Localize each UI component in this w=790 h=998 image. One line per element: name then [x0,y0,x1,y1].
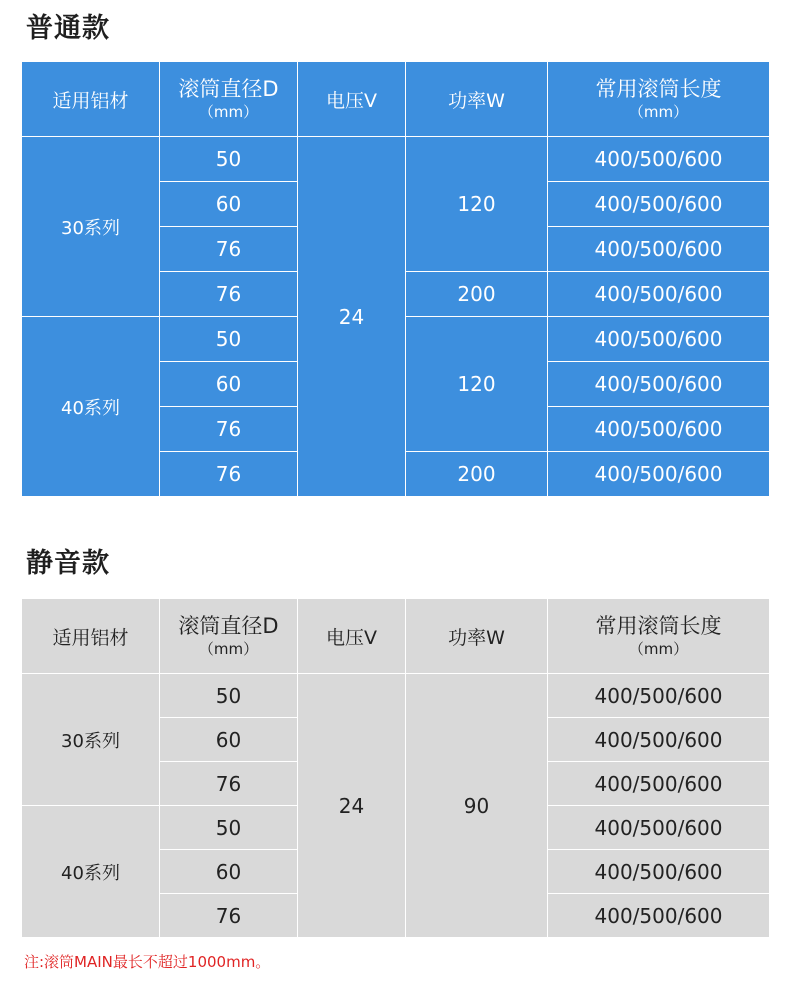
header-power: 功率W [406,599,548,674]
diameter-cell: 60 [160,182,298,227]
power-cell: 90 [406,674,548,938]
length-cell: 400/500/600 [548,362,770,407]
silent-section-title: 静音款 [26,548,110,579]
header-length: 常用滚筒长度 （mm） [548,599,770,674]
length-cell: 400/500/600 [548,272,770,317]
diameter-cell: 76 [160,762,298,806]
silent-spec-table [21,598,770,938]
table-row [22,674,770,718]
length-cell: 400/500/600 [548,850,770,894]
header-material: 适用铝材 [22,599,160,674]
diameter-cell: 50 [160,317,298,362]
diameter-cell: 76 [160,272,298,317]
diameter-cell: 50 [160,806,298,850]
series-cell: 40系列 [22,806,160,938]
diameter-cell: 76 [160,407,298,452]
length-cell: 400/500/600 [548,452,770,497]
voltage-cell: 24 [298,137,406,497]
table-row [22,137,770,182]
header-diameter: 滚筒直径D （mm） [160,62,298,137]
header-power: 功率W [406,62,548,137]
diameter-cell: 60 [160,850,298,894]
diameter-cell: 76 [160,894,298,938]
series-cell: 30系列 [22,137,160,317]
diameter-cell: 50 [160,674,298,718]
length-cell: 400/500/600 [548,674,770,718]
footnote: 注:滚筒MAIN最长不超过1000mm。 [24,953,271,971]
diameter-cell: 60 [160,362,298,407]
series-cell: 30系列 [22,674,160,806]
length-cell: 400/500/600 [548,317,770,362]
header-voltage: 电压V [298,62,406,137]
length-cell: 400/500/600 [548,718,770,762]
table-header-row [22,62,770,137]
power-cell: 120 [406,317,548,452]
standard-section-title: 普通款 [26,13,110,44]
length-cell: 400/500/600 [548,137,770,182]
voltage-cell: 24 [298,674,406,938]
diameter-cell: 60 [160,718,298,762]
length-cell: 400/500/600 [548,182,770,227]
header-length: 常用滚筒长度 （mm） [548,62,770,137]
diameter-cell: 76 [160,227,298,272]
length-cell: 400/500/600 [548,762,770,806]
length-cell: 400/500/600 [548,806,770,850]
power-cell: 200 [406,272,548,317]
length-cell: 400/500/600 [548,227,770,272]
diameter-cell: 50 [160,137,298,182]
header-voltage: 电压V [298,599,406,674]
power-cell: 120 [406,137,548,272]
standard-spec-table [21,61,770,497]
header-material: 适用铝材 [22,62,160,137]
length-cell: 400/500/600 [548,407,770,452]
diameter-cell: 76 [160,452,298,497]
length-cell: 400/500/600 [548,894,770,938]
power-cell: 200 [406,452,548,497]
table-header-row [22,599,770,674]
series-cell: 40系列 [22,317,160,497]
header-diameter: 滚筒直径D （mm） [160,599,298,674]
